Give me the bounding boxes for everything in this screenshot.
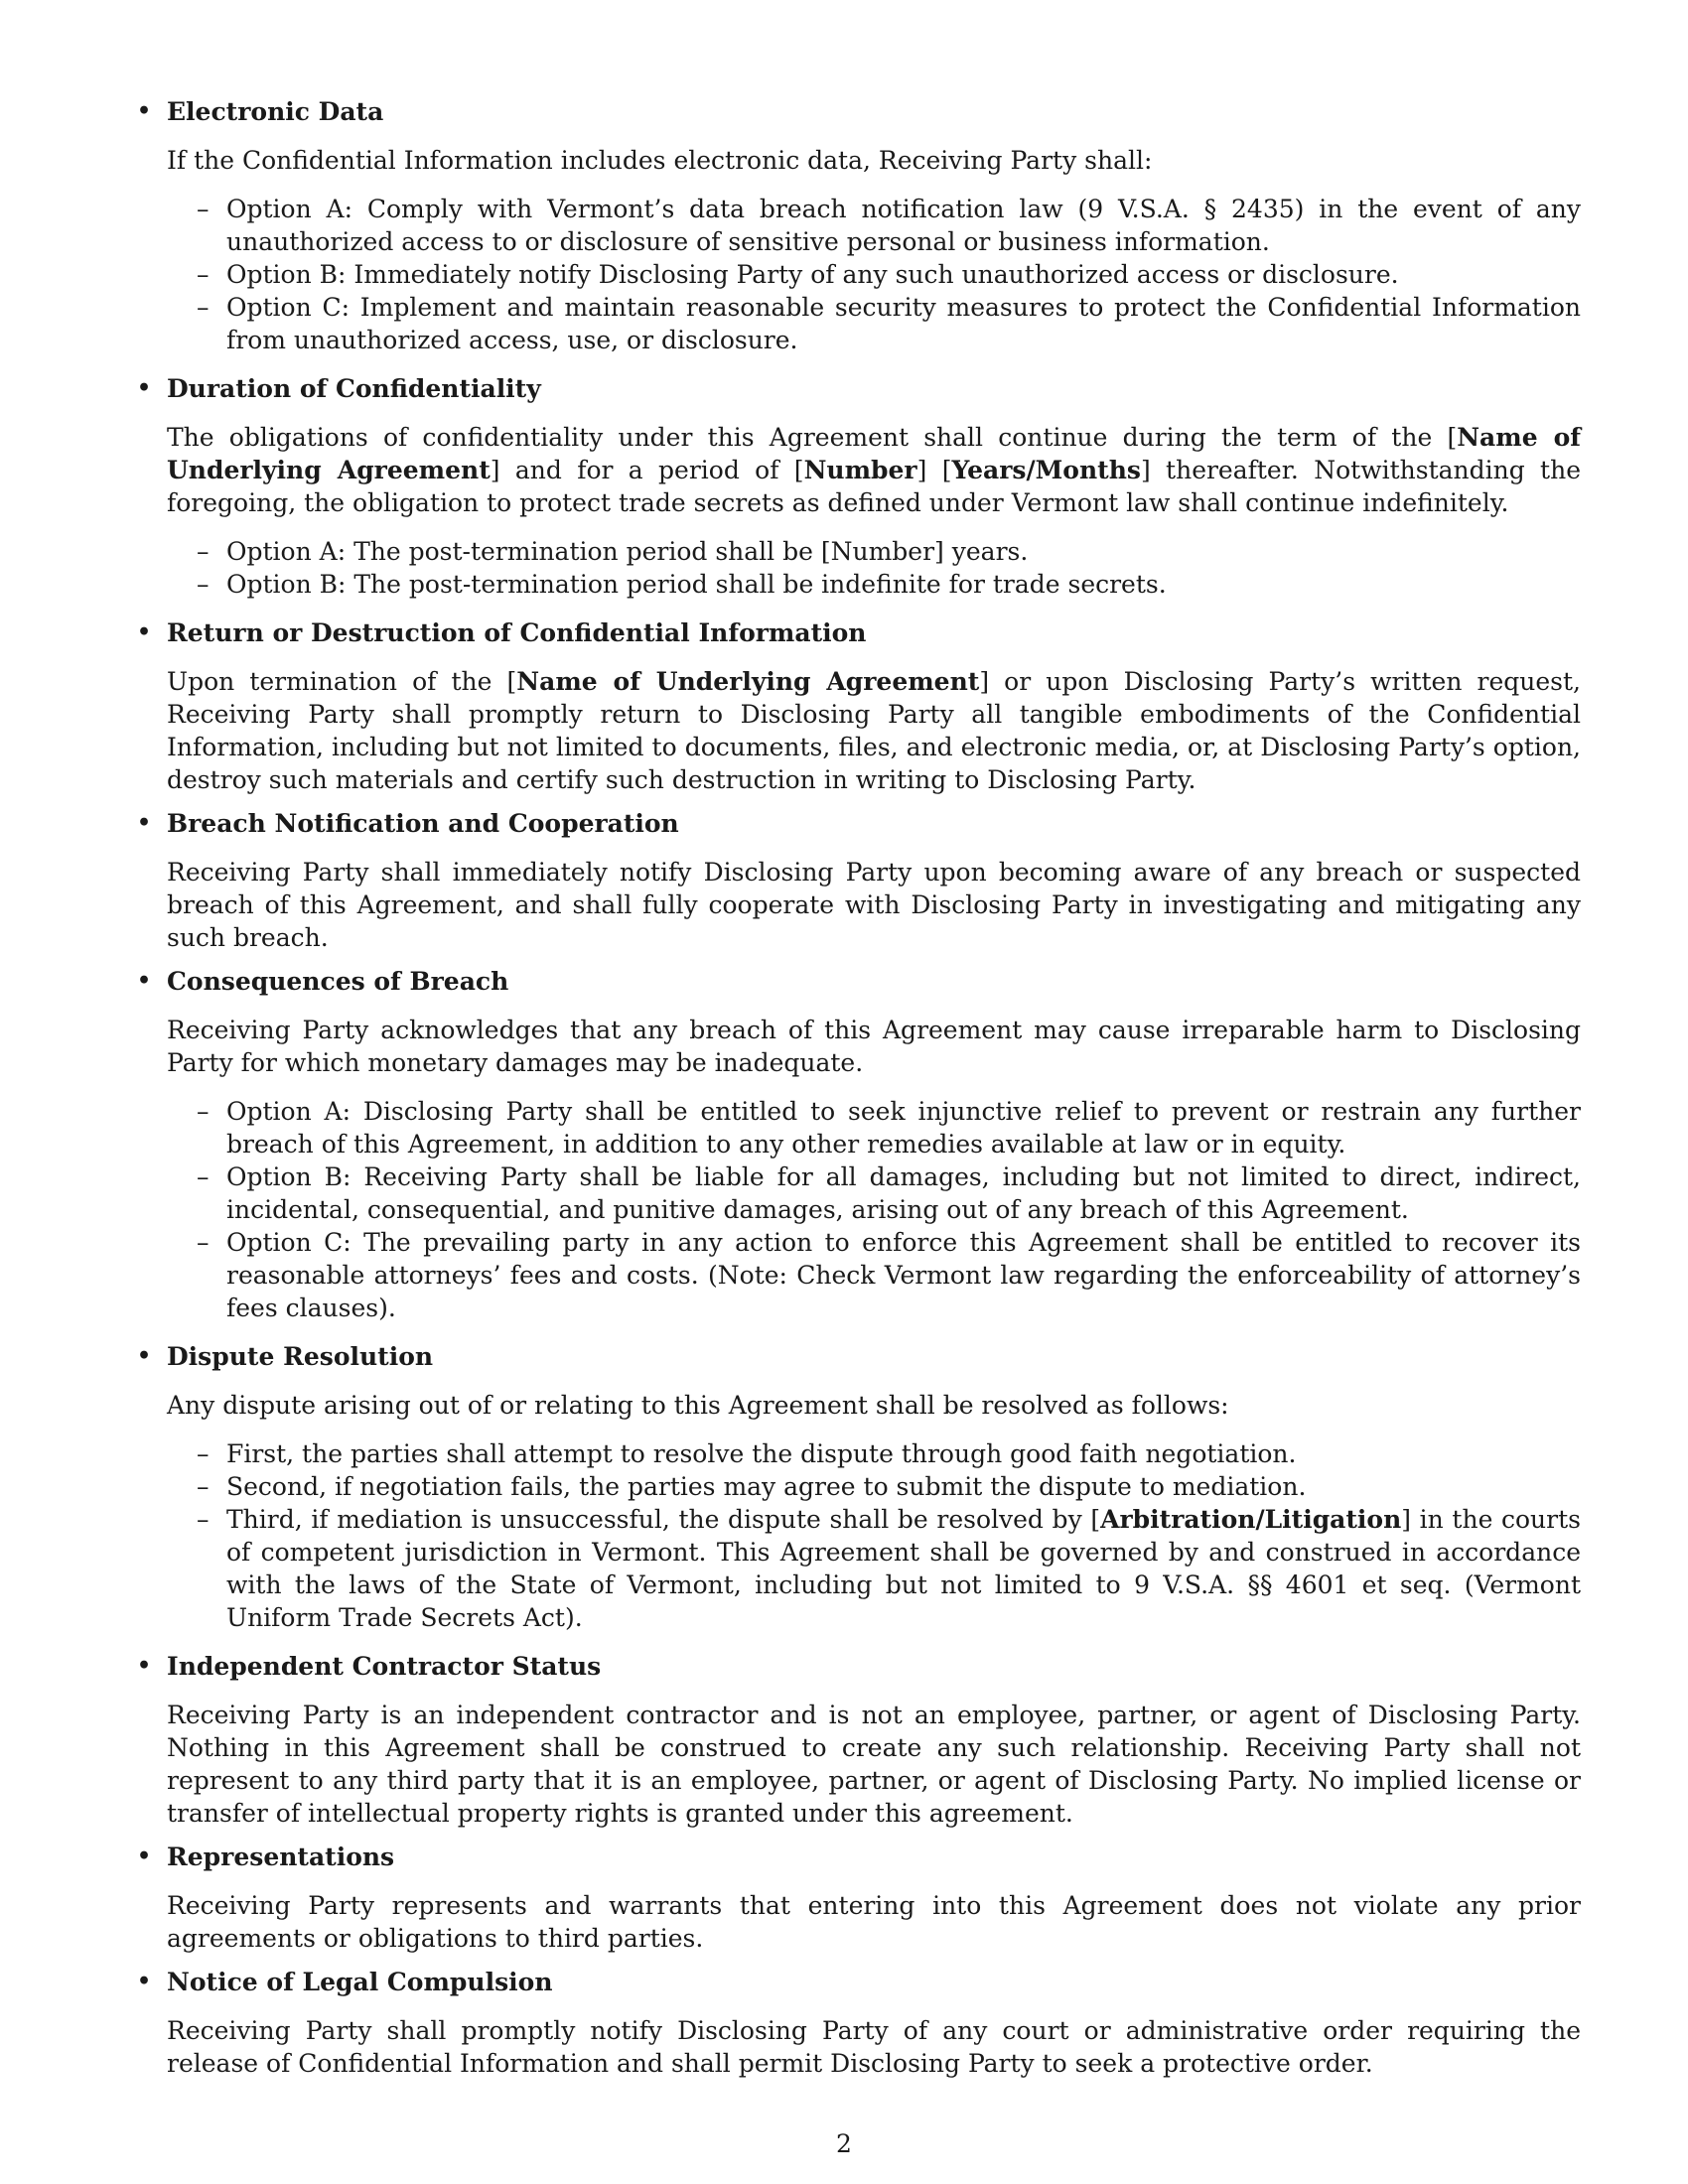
bullet-icon: • [137,619,152,645]
dash-icon: – [197,195,210,223]
section-dispute-resolution [137,1340,1581,1634]
section-heading: Consequences of Breach [167,967,509,996]
dash-icon: – [197,537,210,566]
option-item: – Third, if mediation is unsuccessful, the dispute shall be resolved by [Arbitration/Litigation] in the courts of competent jurisdiction in Vermont. This Agreement shall be governed by and construed in accordance with the laws of the State of Vermont, including but not limited to 9 V.S.A. §§ 4601 et seq. (Vermont Uniform Trade Secrets Act). [197,1505,1581,1632]
section-heading: Dispute Resolution [167,1342,434,1371]
section-return-or-destruction [137,616,1581,796]
option-item: – Option A: Comply with Vermont’s data breach notification law (9 V.S.A. § 2435) in the event of any unauthorized access to or disclosure of sensitive personal or business information. [197,195,1581,256]
bullet-icon: • [137,375,152,401]
option-list [167,1095,1581,1324]
option-list [167,1437,1581,1634]
section-paragraph: The obligations of confidentiality under this Agreement shall continue during the term of the [Name of Underlying Agreement] and for a period of [Number] [Years/Months] thereafter. Notwithstanding the foregoing, the obligation to protect trade secrets as defined under Vermont law shall continue indefinitely. [167,423,1581,517]
dash-icon: – [197,1439,210,1468]
bullet-icon: • [137,810,152,836]
section-consequences-of-breach [137,965,1581,1324]
option-list [167,535,1581,601]
dash-icon: – [197,1162,210,1191]
section-heading: Breach Notification and Cooperation [167,809,679,838]
dash-icon: – [197,1097,210,1126]
bullet-icon: • [137,1969,152,1994]
section-electronic-data [137,95,1581,356]
option-item: – Option B: Immediately notify Disclosing Party of any such unauthorized access or disclosure. [197,260,1399,289]
placeholder-field: Arbitration/Litigation [1100,1505,1402,1534]
section-paragraph: Any dispute arising out of or relating to this Agreement shall be resolved as follows: [167,1391,1229,1420]
section-heading: Independent Contractor Status [167,1652,602,1681]
placeholder-field: Name of Underlying Agreement [167,423,1581,484]
placeholder-field: Years/Months [951,456,1141,484]
section-paragraph: Receiving Party shall promptly notify Disclosing Party of any court or administrative order requiring the release of Confidential Information and shall permit Disclosing Party to seek a protective order. [167,2016,1581,2078]
section-notice-of-legal-compulsion [137,1966,1581,2080]
dash-icon: – [197,293,210,322]
bullet-icon: • [137,1843,152,1869]
section-independent-contractor [137,1650,1581,1830]
page-number: 2 [836,2129,852,2158]
section-paragraph: If the Confidential Information includes electronic data, Receiving Party shall: [167,146,1153,175]
document-page [137,95,1581,2091]
bullet-icon: • [137,1653,152,1679]
option-list [167,193,1581,356]
section-paragraph: Receiving Party represents and warrants that entering into this Agreement does not violate any prior agreements or obligations to third parties. [167,1891,1581,1953]
option-item: – Option B: The post-termination period shall be indefinite for trade secrets. [197,570,1167,599]
dash-icon: – [197,260,210,289]
option-item: – Second, if negotiation fails, the parties may agree to submit the dispute to mediation. [197,1472,1307,1501]
dash-icon: – [197,1228,210,1257]
option-item: – Option C: The prevailing party in any action to enforce this Agreement shall be entitled to recover its reasonable attorneys’ fees and costs. (Note: Check Vermont law regarding the enforceability of attorney’s fees clauses). [197,1228,1581,1322]
section-breach-notification [137,807,1581,954]
bullet-icon: • [137,968,152,994]
section-paragraph: Receiving Party shall immediately notify Disclosing Party upon becoming aware of any breach or suspected breach of this Agreement, and shall fully cooperate with Disclosing Party in investigating and mitigating any such breach. [167,858,1581,952]
section-heading: Electronic Data [167,97,384,126]
bullet-icon: • [137,1343,152,1369]
section-paragraph: Receiving Party is an independent contractor and is not an employee, partner, or agent of Disclosing Party. Nothing in this Agreement shall be construed to create any such relationship. Receiving Party shall not represent to any third party that it is an employee, partner, or agent of Disclosing Party. No implied license or transfer of intellectual property rights is granted under this agreement. [167,1701,1581,1828]
section-paragraph: Upon termination of the [Name of Underlying Agreement] or upon Disclosing Party’s written request, Receiving Party shall promptly return to Disclosing Party all tangible embodiments of the Confidential Information, including but not limited to documents, files, and electronic media, or, at Disclosing Party’s option, destroy such materials and certify such destruction in writing to Disclosing Party. [167,667,1581,794]
bullet-icon: • [137,98,152,124]
section-representations [137,1841,1581,1955]
dash-icon: – [197,1505,210,1534]
option-item: – First, the parties shall attempt to resolve the dispute through good faith negotiation. [197,1439,1297,1468]
section-heading: Representations [167,1843,395,1871]
placeholder-field: Number [803,456,917,484]
placeholder-field: Name of Underlying Agreement [516,667,980,696]
option-item: – Option B: Receiving Party shall be liable for all damages, including but not limited to direct, indirect, incidental, consequential, and punitive damages, arising out of any breach of this Agreement. [197,1162,1581,1224]
option-item: – Option A: Disclosing Party shall be entitled to seek injunctive relief to prevent or restrain any further breach of this Agreement, in addition to any other remedies available at law or in equity. [197,1097,1581,1159]
section-heading: Duration of Confidentiality [167,374,541,403]
option-item: – Option A: The post-termination period shall be [Number] years. [197,537,1029,566]
section-heading: Return or Destruction of Confidential Information [167,618,867,647]
dash-icon: – [197,570,210,599]
option-item: – Option C: Implement and maintain reasonable security measures to protect the Confidential Information from unauthorized access, use, or disclosure. [197,293,1581,354]
section-duration-of-confidentiality [137,372,1581,601]
section-heading: Notice of Legal Compulsion [167,1968,553,1996]
dash-icon: – [197,1472,210,1501]
section-paragraph: Receiving Party acknowledges that any breach of this Agreement may cause irreparable harm to Disclosing Party for which monetary damages may be inadequate. [167,1016,1581,1077]
